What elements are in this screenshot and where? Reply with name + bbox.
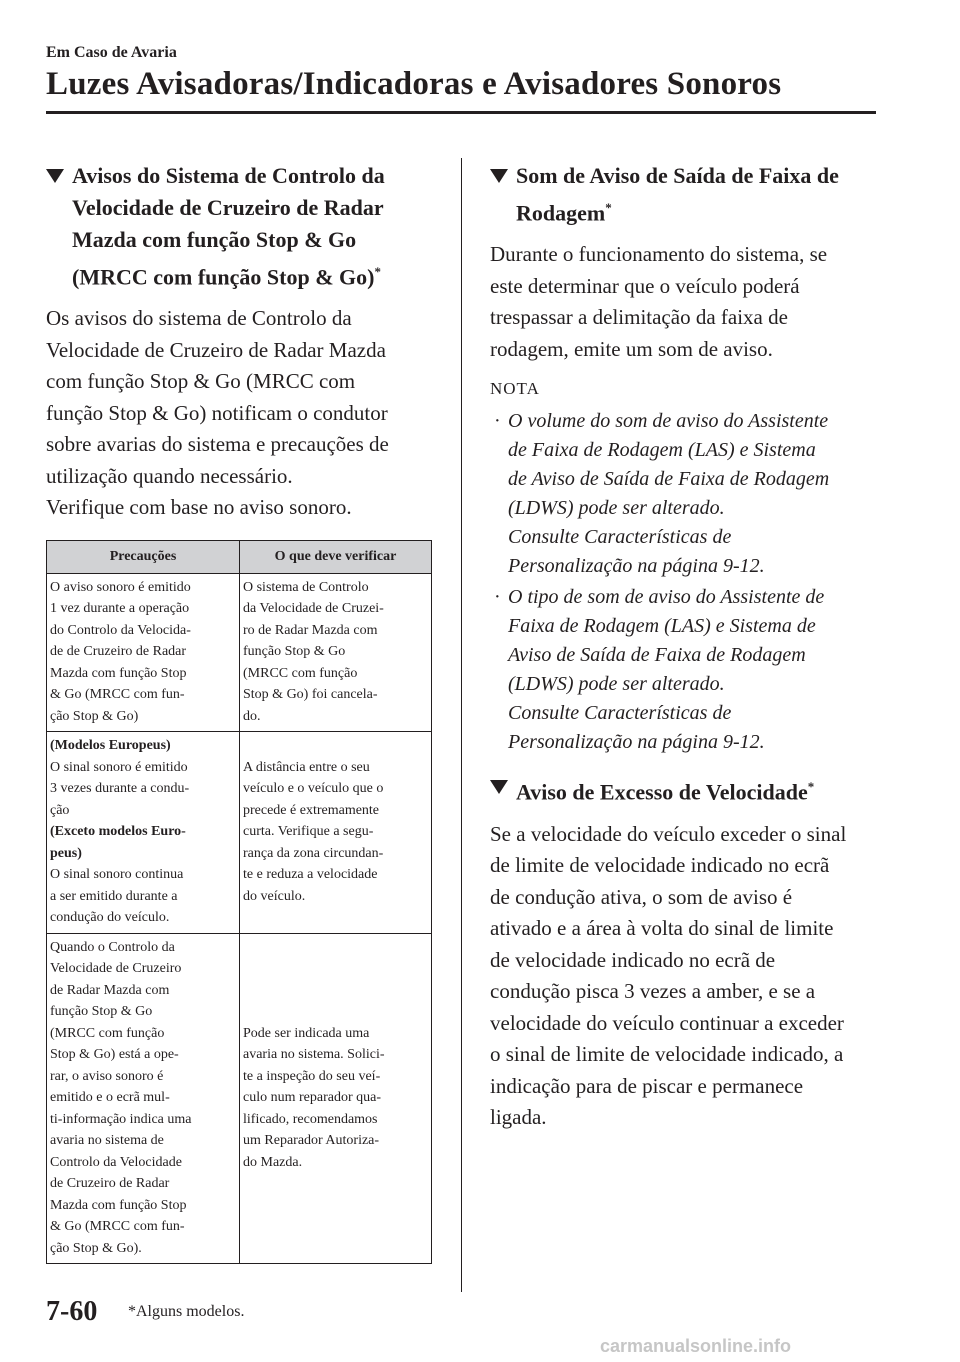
- bullet-dot: ·: [494, 410, 501, 433]
- table-row: [47, 933, 432, 1264]
- table-header-row: [47, 540, 432, 573]
- table-cell: Pode ser indicada uma avaria no sistema. Solici- te a inspeção do seu veí- culo num reparador qua- lificado, recomendamos um Reparador Autoriza- do Mazda.: [240, 933, 432, 1264]
- title-rule: [46, 111, 876, 114]
- table-row: [47, 732, 432, 934]
- footnote: *Alguns modelos.: [128, 1303, 245, 1320]
- heading-line: Velocidade de Cruzeiro de Radar: [72, 195, 384, 220]
- page-title: Luzes Avisadoras/Indicadoras e Avisadores Sonoros: [46, 66, 782, 102]
- heading-line: Mazda com função Stop & Go: [72, 227, 357, 252]
- page-number: 7-60: [46, 1296, 98, 1327]
- triangle-down-icon: [490, 169, 508, 183]
- nota-bullet: · O tipo de som de aviso do Assistente de Faixa de Rodagem (LAS) e Sistema de Aviso de Saída de Faixa de Rodagem (LDWS) pode ser alterado. Consulte Características de Personalização na página 9-12.: [490, 583, 880, 757]
- table-header-verificar: O que deve verificar: [240, 540, 432, 573]
- table-cell: O aviso sonoro é emitido 1 vez durante a operação do Controlo da Velocida- de de Cruzeiro de Radar Mazda com função Stop & Go (MRCC com fun- ção Stop & Go): [47, 573, 240, 732]
- table-cell: A distância entre o seu veículo e o veículo que o precede é extremamente curta. Verifique a segu- rança da zona circundan- te e reduza a velocidade do veículo.: [240, 732, 432, 934]
- triangle-down-icon: [490, 780, 508, 794]
- mrcc-heading: [46, 160, 436, 293]
- left-column: [46, 160, 436, 1264]
- bullet-dot: ·: [494, 586, 501, 609]
- table-cell: O sistema de Controlo da Velocidade de Cruzei- ro de Radar Mazda com função Stop & Go (MRCC com função Stop & Go) foi cancela- do.: [240, 573, 432, 732]
- right-column: [490, 160, 880, 1134]
- table-header-precaucoes: Precauções: [47, 540, 240, 573]
- nota-bullet: · O volume do som de aviso do Assistente de Faixa de Rodagem (LAS) e Sistema de Aviso de Saída de Faixa de Rodagem (LDWS) pode ser alterado. Consulte Características de Personalização na página 9-12.: [490, 407, 880, 581]
- heading-line: Avisos do Sistema de Controlo da: [72, 163, 385, 188]
- overspeed-heading: Aviso de Excesso de Velocidade*: [490, 771, 880, 808]
- mrcc-intro: Os avisos do sistema de Controlo da Velocidade de Cruzeiro de Radar Mazda com função Stop & Go (MRCC com função Stop & Go) notificam o condutor sobre avarias do sistema e precauções de utilização quando necessário. Verifique com base no aviso sonoro.: [46, 306, 389, 520]
- overspeed-text: Se a velocidade do veículo exceder o sinal de limite de velocidade indicado no ecrã de condução ativa, o som de aviso é ativado e a área à volta do sinal de limite de velocidade indicado no ecrã de condução pisca 3 vezes a amber, e se a velocidade do veículo continuar a exceder o sinal de limite de velocidade indicado, a indicação para de piscar e permanece ligada.: [490, 821, 847, 1130]
- table-row: [47, 573, 432, 732]
- triangle-down-icon: [46, 169, 64, 183]
- heading-line: (MRCC com função Stop & Go)*: [72, 264, 381, 290]
- table-cell: (Modelos Europeus) O sinal sonoro é emitido 3 vezes durante a condu- ção (Exceto modelos Euro- peus) O sinal sonoro continua a ser emitido durante a condução do veículo.: [47, 732, 240, 934]
- lane-departure-text: Durante o funcionamento do sistema, se este determinar que o veículo poderá trespassar a delimitação da faixa de rodagem, emite um som de aviso.: [490, 242, 828, 361]
- footnote-star: *: [807, 779, 815, 795]
- warning-table: [46, 540, 432, 1265]
- lane-departure-heading: Som de Aviso de Saída de Faixa de Rodagem*: [490, 160, 880, 229]
- footnote-star: *: [605, 200, 612, 215]
- section-label: Em Caso de Avaria: [46, 44, 177, 61]
- watermark: carmanualsonline.info: [600, 1336, 792, 1356]
- nota-label: NOTA: [490, 379, 540, 399]
- column-divider: [461, 158, 462, 1292]
- footnote-star: *: [374, 264, 381, 279]
- table-cell: Quando o Controlo da Velocidade de Cruzeiro de Radar Mazda com função Stop & Go (MRCC com função Stop & Go) está a ope- rar, o aviso sonoro é emitido e o ecrã mul- ti-informação indica uma avaria no sistema de Controlo da Velocidade de Cruzeiro de Radar Mazda com função Stop & Go (MRCC com fun- ção Stop & Go).: [47, 933, 240, 1264]
